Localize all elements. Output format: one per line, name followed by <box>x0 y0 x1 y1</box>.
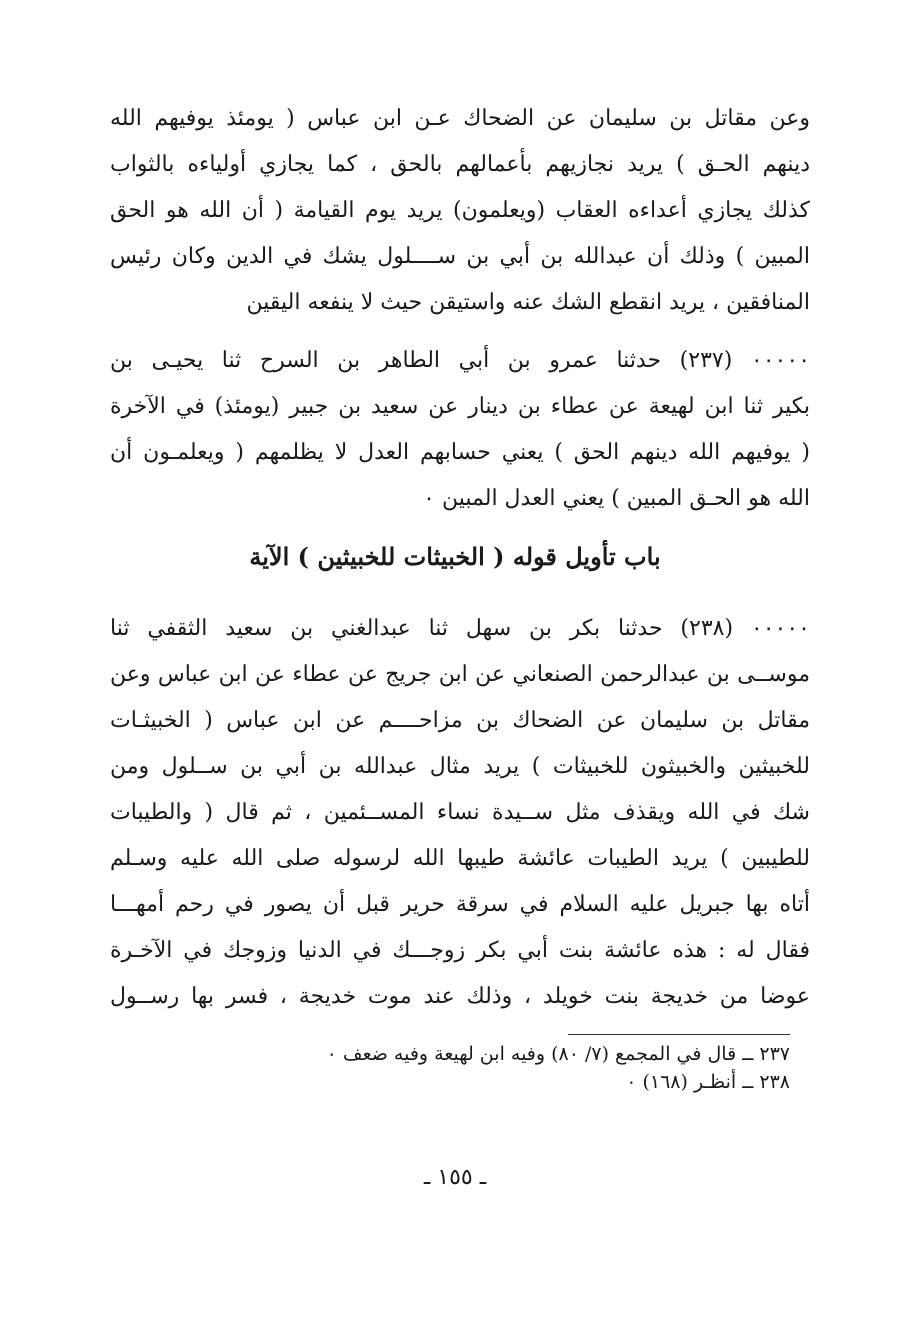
footnote-divider <box>568 1034 790 1035</box>
text-line: مقاتل بن سليمان عن الضحاك بن مزاحــــم عن ابن عباس ( الخبيثـات <box>110 708 810 733</box>
text-line: أتاه بها جبريل عليه السلام في سرقة حرير قبل أن يصور في رحم أمهـــا <box>110 892 810 917</box>
text-line: للخبيثين والخبيثون للخبيثات ) يريد مثال عبدالله بن أبي بن ســلول ومن <box>110 754 810 779</box>
text-line: عوضا من خديجة بنت خويلد ، وذلك عند موت خديجة ، فسر بها رســول <box>110 984 810 1009</box>
text-line: فقال له : هذه عائشة بنت أبي بكر زوجـــك في الدنيا وزوجك في الآخـرة <box>110 938 810 963</box>
text-line: موســى بن عبدالرحمن الصنعاني عن ابن جريج عن عطاء عن ابن عباس وعن <box>110 662 810 687</box>
chapter-heading: باب تأويل قوله ( الخبيثات للخبيثين ) الآية <box>249 542 661 571</box>
text-line: المنافقين ، يريد انقطع الشك عنه واستيقن حيث لا ينفعه اليقين <box>246 290 810 315</box>
text-line: ٠٠٠٠٠ (٢٣٨) حدثنا بكر بن سهل ثنا عبدالغني بن سعيد الثقفي ثنا <box>110 616 810 641</box>
text-line: كذلك يجازي أعداءه العقاب (ويعلمون) يريد يوم القيامة ( أن الله هو الحق <box>110 198 810 223</box>
paragraph-tafsir-muqatil <box>110 96 810 326</box>
footnote-237: ٢٣٧ ــ قال في المجمع (٧/ ٨٠) وفيه ابن لهيعة وفيه ضعف ٠ <box>326 1043 790 1065</box>
text-line: شك في الله ويقذف مثل ســيدة نساء المســئمين ، ثم قال ( والطيبات <box>110 800 810 825</box>
text-line: ٠٠٠٠٠ (٢٣٧) حدثنا عمرو بن أبي الطاهر بن السرح ثنا يحيـى بن <box>110 348 810 373</box>
text-line: بكير ثنا ابن لهيعة عن عطاء بن دينار عن سعيد بن جبير (يومئذ) في الآخرة <box>110 394 810 419</box>
text-line: المبين ) وذلك أن عبدالله بن أبي بن ســــلول يشك في الدين وكان رئيس <box>110 244 810 269</box>
text-line: الله هو الحـق المبين ) يعني العدل المبين ٠ <box>423 486 810 511</box>
paragraph-hadith-238 <box>110 606 810 1020</box>
text-line: للطيبين ) يريد الطيبات عائشة طيبها الله لرسوله صلى الله عليه وسـلم <box>110 846 810 871</box>
text-line: دينهم الحـق ) يريد نجازيهم بأعمالهم بالحق ، كما يجازي أولياءه بالثواب <box>110 152 810 177</box>
text-line: وعن مقاتل بن سليمان عن الضحاك عـن ابن عباس ( يومئذ يوفيهم الله <box>110 106 810 131</box>
page-number: ـ ١٥٥ ـ <box>423 1165 487 1190</box>
text-line: ( يوفيهم الله دينهم الحق ) يعني حسابهم العدل لا يظلمهم ( ويعلمـون أن <box>110 440 810 465</box>
paragraph-hadith-237 <box>110 338 810 522</box>
footnote-238: ٢٣٨ ــ أنظـر (١٦٨) ٠ <box>626 1071 790 1093</box>
footnotes <box>170 1040 790 1096</box>
